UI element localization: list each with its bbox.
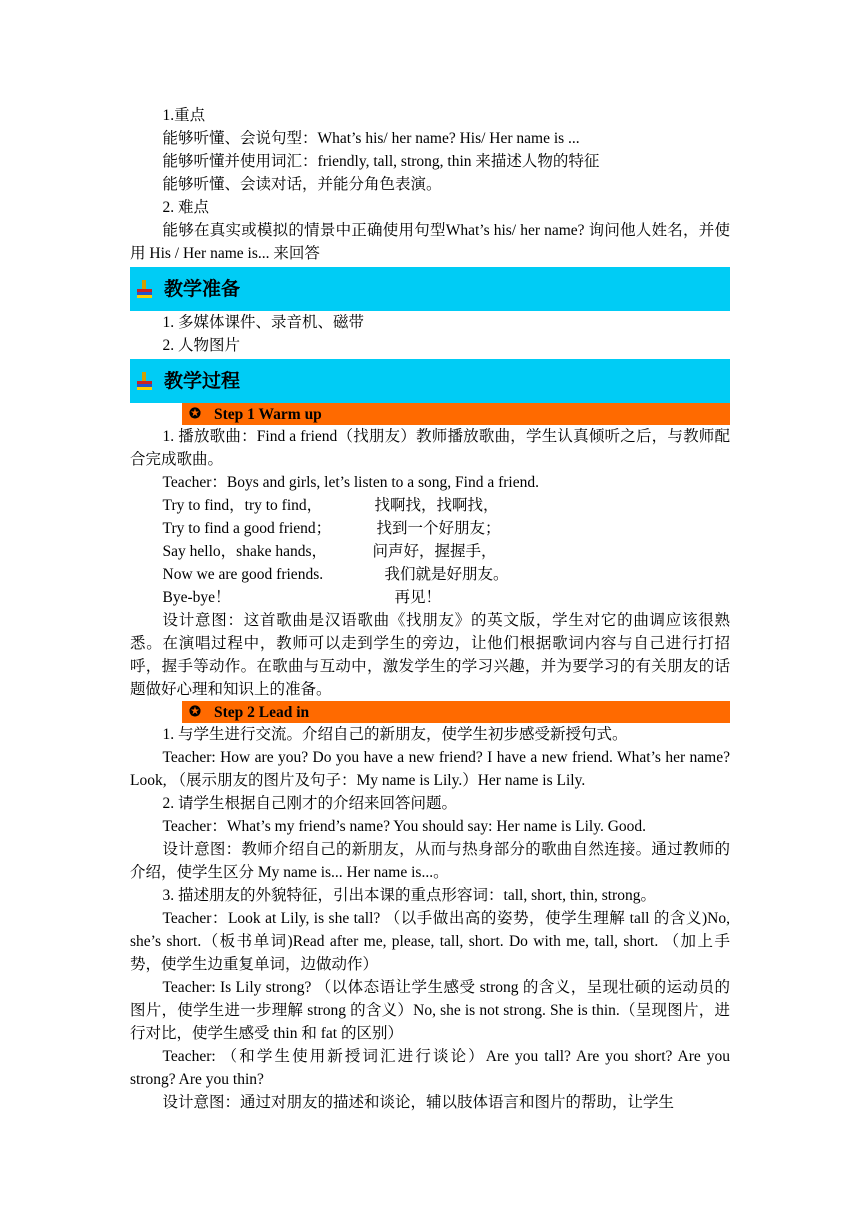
step-bar-2 (182, 701, 730, 723)
lyric-chinese: 我们就是好朋友。 (384, 566, 509, 583)
step1-design: 设计意图：这首歌曲是汉语歌曲《找朋友》的英文版，学生对它的曲调应该很熟悉。在演唱过程中，教师可以走到学生的旁边，让他们根据歌词内容与自己进行打招呼，握手等动作。在歌曲与互动中，激发学生的学习兴趣，并为要学习的有关朋友的话题做好心理和知识上的准备。 (130, 612, 730, 698)
step-label: Step 1 Warm up (214, 405, 322, 423)
book-stack-icon (134, 370, 156, 392)
section-title: 教学准备 (164, 277, 241, 300)
section-title: 教学过程 (164, 369, 241, 392)
focus-line: 能够听懂并使用词汇：friendly, tall, strong, thin 来描述人物的特征 (162, 153, 600, 170)
difficulty-text: 能够在真实或模拟的情景中正确使用句型What’s his/ her name? 询问他人姓名，并使用 His / Her name is... 来回答 (130, 222, 730, 262)
focus-line: 能够听懂、会读对话，并能分角色表演。 (162, 176, 442, 193)
step2-paragraph: 3. 描述朋友的外貌特征，引出本课的重点形容词：tall, short, thin, strong。 (162, 887, 656, 904)
step1-intro: 1. 播放歌曲：Find a friend（找朋友）教师播放歌曲，学生认真倾听之后，与教师配合完成歌曲。 (130, 428, 730, 468)
step2-paragraph: Teacher: Is Lily strong? （以体态语让学生感受 strong 的含义，呈现壮硕的运动员的图片，使学生进一步理解 strong 的含义）No, she is not strong. She is thin.（呈现图片，进行对比，使学生感受 thin 和 fat 的区别） (130, 979, 730, 1042)
lyric-english: Try to find，try to find， (162, 497, 323, 514)
step2-paragraph: Teacher：Look at Lily, is she tall? （以手做出高的姿势，使学生理解 tall 的含义)No, she’s short.（板书单词)Read after me, please, tall, short. Do with me, tall, short. （加上手势，使学生边重复单词，边做动作） (130, 910, 730, 973)
difficulty-heading: 2. 难点 (162, 199, 210, 216)
lyric-english: Try to find a good friend； (162, 520, 332, 537)
lyric-line (130, 494, 730, 517)
song-lyrics (130, 494, 730, 609)
lyric-chinese: 找啊找，找啊找， (374, 497, 499, 514)
lyric-english: Bye-bye！ (162, 589, 231, 606)
focus-heading: 1.重点 (162, 107, 206, 124)
document-page (130, 104, 730, 1114)
lyric-chinese: 再见！ (394, 589, 442, 606)
step-label: Step 2 Lead in (214, 703, 310, 721)
step2-paragraph: 2. 请学生根据自己刚才的介绍来回答问题。 (162, 795, 458, 812)
step2-paragraph: Teacher: （和学生使用新授词汇进行谈论）Are you tall? Are you short? Are you strong? Are you thin? (130, 1048, 730, 1088)
lyric-chinese: 找到一个好朋友； (376, 520, 501, 537)
lyric-line (130, 517, 730, 540)
lyric-english: Now we are good friends. (162, 566, 324, 583)
step1-teacher: Teacher：Boys and girls, let’s listen to a song, Find a friend. (162, 474, 539, 491)
star-circle-icon: ✪ (189, 704, 201, 720)
step2-paragraph: Teacher: How are you? Do you have a new friend? I have a new friend. What’s her name? Look, （展示朋友的图片及句子：My name is Lily.）Her name is Lily. (130, 749, 730, 789)
step2-paragraph: 1. 与学生进行交流。介绍自己的新朋友，使学生初步感受新授句式。 (162, 726, 628, 743)
lyric-line (130, 586, 730, 609)
step-bar-1 (182, 403, 730, 425)
prep-item: 1. 多媒体课件、录音机、磁带 (162, 314, 365, 331)
section-bar-prep (130, 267, 730, 311)
focus-line: 能够听懂、会说句型：What’s his/ her name? His/ Her name is ... (162, 130, 580, 147)
step2-paragraph: 设计意图：教师介绍自己的新朋友，从而与热身部分的歌曲自然连接。通过教师的介绍，使学生区分 My name is... Her name is...。 (130, 841, 730, 881)
section-bar-process (130, 359, 730, 403)
lyric-chinese: 问声好，握握手， (372, 543, 497, 560)
lyric-english: Say hello，shake hands， (162, 543, 327, 560)
step2-paragraph: 设计意图：通过对朋友的描述和谈论，辅以肢体语言和图片的帮助，让学生 (162, 1094, 675, 1111)
lyric-line (130, 563, 730, 586)
book-stack-icon (134, 278, 156, 300)
step2-paragraph: Teacher：What’s my friend’s name? You should say: Her name is Lily. Good. (162, 818, 647, 835)
star-circle-icon: ✪ (189, 406, 201, 422)
lyric-line (130, 540, 730, 563)
prep-item: 2. 人物图片 (162, 337, 241, 354)
